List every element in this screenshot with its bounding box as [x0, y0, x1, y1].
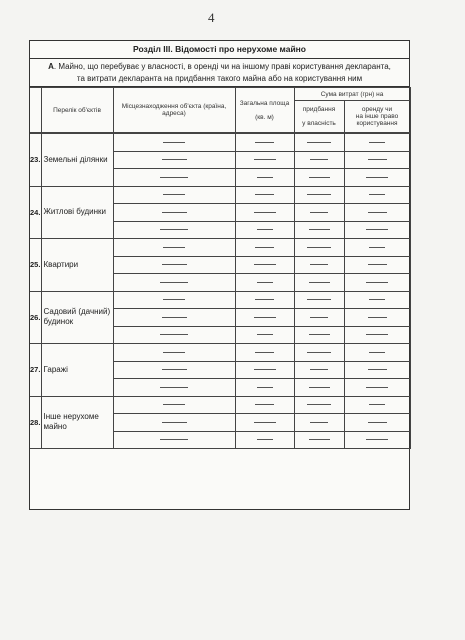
- table-cell: [113, 344, 235, 362]
- handwritten-dash: [254, 264, 276, 265]
- table-cell: [113, 204, 235, 222]
- table-cell: [235, 204, 294, 222]
- table-cell: [294, 379, 344, 397]
- category-number: 25.: [30, 239, 41, 292]
- handwritten-dash: [162, 422, 187, 423]
- table-cell: [344, 326, 410, 344]
- handwritten-dash: [309, 229, 330, 230]
- header-total-area-line1: Загальна площа: [239, 99, 290, 107]
- handwritten-dash: [255, 404, 274, 405]
- header-expenses: Сума витрат (грн) на: [294, 88, 410, 101]
- handwritten-dash: [309, 334, 330, 335]
- table-cell: [344, 344, 410, 362]
- table-cell: [235, 169, 294, 187]
- table-cell: [294, 344, 344, 362]
- table-cell: [294, 361, 344, 379]
- table-row: [30, 239, 410, 257]
- handwritten-dash: [309, 439, 330, 440]
- header-purchase: [294, 101, 344, 133]
- handwritten-dash: [307, 404, 331, 405]
- header-object-list: Перелік об'єктів: [41, 88, 113, 133]
- table-cell: [113, 291, 235, 309]
- handwritten-dash: [366, 282, 388, 283]
- handwritten-dash: [369, 352, 385, 353]
- handwritten-dash: [163, 247, 185, 248]
- table-cell: [294, 291, 344, 309]
- table-cell: [235, 291, 294, 309]
- handwritten-dash: [163, 299, 185, 300]
- subsection-line-2: та витрати декларанта на придбання такого майна або на користування ним: [76, 74, 363, 83]
- table-cell: [235, 414, 294, 432]
- handwritten-dash: [162, 264, 187, 265]
- table-cell: [344, 309, 410, 327]
- table-cell: [344, 361, 410, 379]
- handwritten-dash: [255, 352, 274, 353]
- table-cell: [235, 274, 294, 292]
- table-cell: [113, 431, 235, 449]
- handwritten-dash: [368, 159, 387, 160]
- table-cell: [235, 396, 294, 414]
- table-cell: [113, 326, 235, 344]
- table-cell: [113, 414, 235, 432]
- category-name: Квартири: [41, 239, 113, 292]
- table-cell: [113, 274, 235, 292]
- table-cell: [294, 309, 344, 327]
- category-name: Інше нерухоме майно: [41, 396, 113, 449]
- handwritten-dash: [257, 334, 273, 335]
- handwritten-dash: [160, 334, 188, 335]
- category-name: Садовий (дачний) будинок: [41, 291, 113, 344]
- handwritten-dash: [163, 194, 185, 195]
- handwritten-dash: [366, 334, 388, 335]
- handwritten-dash: [368, 369, 387, 370]
- table-cell: [113, 169, 235, 187]
- category-number: 27.: [30, 344, 41, 397]
- table-cell: [235, 431, 294, 449]
- table-cell: [294, 204, 344, 222]
- handwritten-dash: [307, 194, 331, 195]
- category-name: Житлові будинки: [41, 186, 113, 239]
- table-cell: [294, 186, 344, 204]
- table-cell: [344, 414, 410, 432]
- handwritten-dash: [160, 282, 188, 283]
- handwritten-dash: [309, 387, 330, 388]
- section-title: Розділ III. Відомості про нерухоме майно: [30, 41, 409, 59]
- handwritten-dash: [162, 317, 187, 318]
- subsection-line-1: . Майно, що перебуває у власності, в оренді чи на іншому праві користування декларанта,: [53, 62, 391, 71]
- real-estate-table: [30, 87, 411, 133]
- table-cell: [344, 204, 410, 222]
- table-cell: [235, 186, 294, 204]
- handwritten-dash: [254, 159, 276, 160]
- table-cell: [235, 309, 294, 327]
- table-cell: [235, 256, 294, 274]
- table-cell: [113, 151, 235, 169]
- handwritten-dash: [254, 422, 276, 423]
- handwritten-dash: [160, 229, 188, 230]
- handwritten-dash: [368, 212, 387, 213]
- handwritten-dash: [255, 299, 274, 300]
- header-rent-line2: на інше право: [355, 113, 399, 120]
- table-cell: [344, 431, 410, 449]
- table-row: [30, 291, 410, 309]
- handwritten-dash: [162, 212, 187, 213]
- table-cell: [344, 379, 410, 397]
- table-cell: [344, 134, 410, 152]
- real-estate-body: [30, 133, 411, 449]
- handwritten-dash: [310, 212, 328, 213]
- handwritten-dash: [310, 422, 328, 423]
- handwritten-dash: [307, 247, 331, 248]
- handwritten-dash: [310, 159, 328, 160]
- handwritten-dash: [309, 177, 330, 178]
- handwritten-dash: [310, 317, 328, 318]
- table-cell: [294, 274, 344, 292]
- handwritten-dash: [366, 439, 388, 440]
- table-cell: [235, 379, 294, 397]
- table-row: [30, 186, 410, 204]
- table-cell: [294, 151, 344, 169]
- category-name: Земельні ділянки: [41, 134, 113, 187]
- header-total-area-line2: (кв. м): [255, 113, 274, 121]
- handwritten-dash: [309, 282, 330, 283]
- table-cell: [113, 134, 235, 152]
- header-purchase-line1: придбання: [302, 106, 336, 113]
- table-row: [30, 396, 410, 414]
- table-cell: [294, 134, 344, 152]
- table-cell: [113, 221, 235, 239]
- handwritten-dash: [257, 282, 273, 283]
- subsection-letter: А: [48, 62, 54, 71]
- handwritten-dash: [368, 317, 387, 318]
- table-cell: [235, 239, 294, 257]
- table-cell: [113, 379, 235, 397]
- handwritten-dash: [160, 387, 188, 388]
- handwritten-dash: [255, 247, 274, 248]
- category-number: 28.: [30, 396, 41, 449]
- handwritten-dash: [254, 369, 276, 370]
- handwritten-dash: [368, 422, 387, 423]
- handwritten-dash: [310, 369, 328, 370]
- handwritten-dash: [257, 229, 273, 230]
- handwritten-dash: [369, 404, 385, 405]
- handwritten-dash: [369, 247, 385, 248]
- table-cell: [294, 169, 344, 187]
- table-cell: [344, 274, 410, 292]
- table-cell: [294, 431, 344, 449]
- handwritten-dash: [257, 177, 273, 178]
- table-cell: [344, 396, 410, 414]
- table-cell: [235, 151, 294, 169]
- handwritten-dash: [307, 352, 331, 353]
- table-cell: [113, 396, 235, 414]
- handwritten-dash: [369, 142, 385, 143]
- table-cell: [113, 256, 235, 274]
- handwritten-dash: [162, 369, 187, 370]
- table-cell: [113, 186, 235, 204]
- handwritten-dash: [257, 387, 273, 388]
- table-cell: [235, 134, 294, 152]
- handwritten-dash: [163, 142, 185, 143]
- handwritten-dash: [307, 142, 331, 143]
- table-cell: [344, 186, 410, 204]
- subsection-heading: [30, 59, 409, 87]
- handwritten-dash: [254, 317, 276, 318]
- category-number: 23.: [30, 134, 41, 187]
- handwritten-dash: [163, 352, 185, 353]
- handwritten-dash: [163, 404, 185, 405]
- handwritten-dash: [255, 142, 274, 143]
- handwritten-dash: [366, 229, 388, 230]
- table-cell: [294, 239, 344, 257]
- handwritten-dash: [366, 177, 388, 178]
- handwritten-dash: [160, 177, 188, 178]
- table-cell: [294, 414, 344, 432]
- category-number: 24.: [30, 186, 41, 239]
- handwritten-dash: [366, 387, 388, 388]
- header-total-area: [235, 88, 294, 133]
- table-cell: [294, 396, 344, 414]
- table-cell: [235, 361, 294, 379]
- page-number: 4: [208, 10, 215, 25]
- table-cell: [235, 221, 294, 239]
- handwritten-dash: [369, 194, 385, 195]
- table-cell: [113, 309, 235, 327]
- category-number: 26.: [30, 291, 41, 344]
- table-cell: [344, 239, 410, 257]
- table-cell: [344, 151, 410, 169]
- table-cell: [294, 221, 344, 239]
- table-header-row: [30, 88, 410, 101]
- header-purchase-line2: у власність: [302, 120, 336, 127]
- header-rent: [344, 101, 410, 133]
- header-location: Місцезнаходження об'єкта (країна, адреса): [113, 88, 235, 133]
- handwritten-dash: [307, 299, 331, 300]
- handwritten-dash: [257, 439, 273, 440]
- table-cell: [113, 239, 235, 257]
- table-cell: [344, 256, 410, 274]
- handwritten-dash: [162, 159, 187, 160]
- table-cell: [235, 344, 294, 362]
- category-name: Гаражі: [41, 344, 113, 397]
- table-cell: [344, 291, 410, 309]
- declaration-form-section: [29, 40, 410, 510]
- table-row: [30, 134, 410, 152]
- table-cell: [113, 361, 235, 379]
- handwritten-dash: [310, 264, 328, 265]
- header-rent-line3: користування: [356, 120, 398, 127]
- header-rent-line1: оренду чи: [361, 106, 393, 113]
- table-cell: [294, 326, 344, 344]
- table-cell: [294, 256, 344, 274]
- handwritten-dash: [160, 439, 188, 440]
- handwritten-dash: [368, 264, 387, 265]
- handwritten-dash: [254, 212, 276, 213]
- handwritten-dash: [369, 299, 385, 300]
- table-row: [30, 344, 410, 362]
- table-cell: [235, 326, 294, 344]
- table-cell: [344, 221, 410, 239]
- table-cell: [344, 169, 410, 187]
- handwritten-dash: [255, 194, 274, 195]
